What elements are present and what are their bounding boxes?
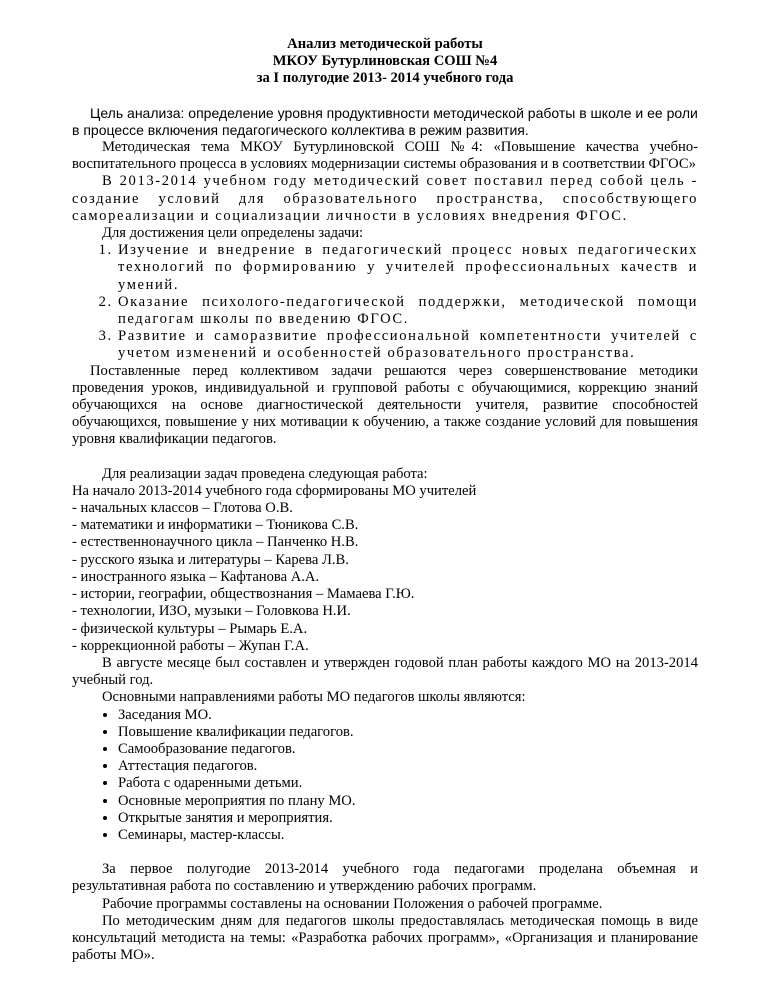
list-item: • Семинары, мастер-классы.: [118, 827, 698, 844]
analysis-goal: Цель анализа: определение уровня продуктивности методической работы в школе и ее роли в процессе включения педагогического коллектива в режим развития.: [72, 104, 698, 138]
list-item: - истории, географии, обществознания – Мамаева Г.Ю.: [72, 586, 415, 603]
list-item: - начальных классов – Глотова О.В.: [72, 500, 293, 517]
title-line-2: МКОУ Бутурлиновская СОШ №4: [272, 53, 498, 70]
spacer: [72, 449, 698, 466]
mo-intro: На начало 2013-2014 учебного года сформированы МО учителей: [72, 482, 477, 499]
list-item: • Самообразование педагогов.: [118, 741, 698, 758]
tasks-list: [72, 242, 698, 362]
task-item: 3. Развитие и саморазвитие профессиональной компетентности учителей с учетом изменений и особенностей образовательного пространства.: [118, 328, 698, 362]
document-page: [72, 36, 698, 964]
list-item: - физической культуры – Рымарь Е.А.: [72, 620, 308, 637]
list-item: - иностранного языка – Кафтанова А.А.: [72, 568, 320, 585]
list-item: • Основные мероприятия по плану МО.: [118, 793, 698, 810]
closing-paragraph-2: Рабочие программы составлены на основании Положения о рабочей программе.: [102, 895, 603, 912]
list-item: • Повышение квалификации педагогов.: [118, 724, 698, 741]
council-goal: В 2013-2014 учебном году методический совет поставил перед собой цель - создание условий для образовательного пространства, способствующего самореализации и социализации личности в условиях внедрения ФГОС.: [72, 173, 698, 224]
title-line-3: за I полугодие 2013- 2014 учебного года: [256, 70, 514, 87]
closing-paragraph-3: По методическим дням для педагогов школы предоставлялась методическая помощь в виде консультаций методиста на темы: «Разработка рабочих программ», «Организация и планирование работы МО».: [72, 912, 698, 964]
task-item: 2. Оказание психолого-педагогической поддержки, методической помощи педагогам школы по введению ФГОС.: [118, 294, 698, 328]
list-item: - русского языка и литературы – Карева Л.В.: [72, 551, 349, 568]
list-item: • Заседания МО.: [118, 707, 698, 724]
title-line-1: Анализ методической работы: [287, 36, 483, 52]
directions-intro: Основными направлениями работы МО педагогов школы являются:: [102, 689, 526, 706]
spacer: [72, 88, 698, 105]
list-item: - естественнонаучного цикла – Панченко Н.В.: [72, 534, 359, 551]
list-item: • Работа с одаренными детьми.: [118, 775, 698, 792]
directions-list: [72, 707, 698, 845]
methodical-theme: Методическая тема МКОУ Бутурлиновской СОШ №4: «Повышение качества учебно-воспитательного процесса в условиях модернизации системы образования и в соответствии ФГОС»: [72, 139, 698, 173]
list-item: - коррекционной работы – Жупан Г.А.: [72, 637, 309, 654]
mo-list: [72, 500, 698, 655]
list-item: - технологии, ИЗО, музыки – Головкова Н.И.: [72, 603, 351, 620]
list-item: • Открытые занятия и мероприятия.: [118, 810, 698, 827]
list-item: - математики и информатики – Тюникова С.В.: [72, 517, 359, 534]
document-title: [72, 36, 698, 88]
annual-plan: В августе месяце был составлен и утвержден годовой план работы каждого МО на 2013-2014 учебный год.: [72, 654, 698, 689]
list-item: • Аттестация педагогов.: [118, 758, 698, 775]
tasks-summary: Поставленные перед коллективом задачи решаются через совершенствование методики проведения уроков, индивидуальной и групповой работы с обучающимися, коррекцию знаний обучающихся на основе диагностической деятельности учителя, развитие способностей обучающихся, повышение у них мотивации к обучению, а также создание условий для повышения уровня квалификации педагогов.: [72, 362, 698, 448]
task-item: 1. Изучение и внедрение в педагогический процесс новых педагогических технологий по формированию у учителей профессиональных качеств и умений.: [118, 242, 698, 294]
work-intro: Для реализации задач проведена следующая работа:: [102, 465, 428, 482]
closing-paragraph-1: За первое полугодие 2013-2014 учебного года педагогами проделана объемная и результативная работа по составлению и утверждению рабочих программ.: [72, 861, 698, 895]
spacer: [72, 844, 698, 861]
tasks-intro: Для достижения цели определены задачи:: [102, 225, 364, 242]
